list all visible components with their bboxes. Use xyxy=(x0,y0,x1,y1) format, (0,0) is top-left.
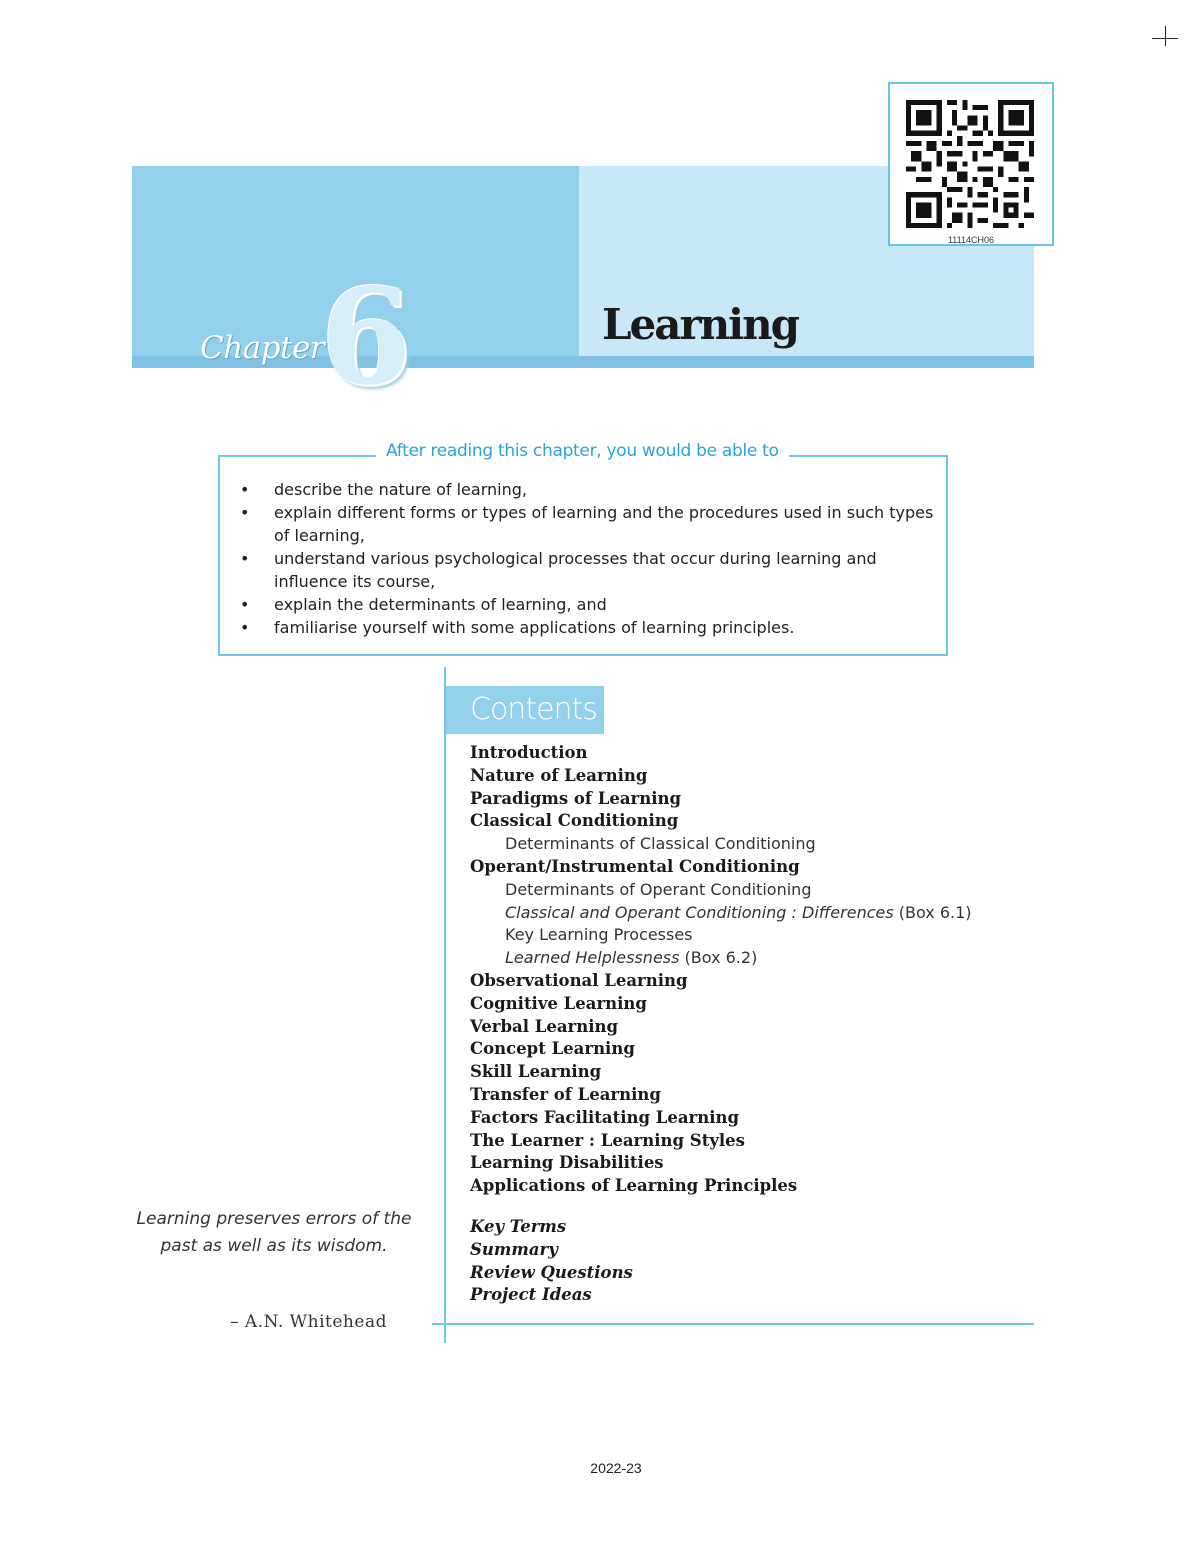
chapter-label: Chapter xyxy=(200,330,325,366)
chapter-number: 6 xyxy=(320,260,412,415)
toc-item-skill-learning[interactable]: Skill Learning xyxy=(470,1062,602,1082)
toc-item-introduction[interactable]: Introduction xyxy=(470,743,588,762)
horizontal-divider xyxy=(432,1323,1034,1325)
toc-subitem-title: Classical and Operant Conditioning : Differences xyxy=(505,902,894,922)
objectives-heading: After reading this chapter, you would be able to xyxy=(376,441,789,461)
toc-subitem-box-ref: (Box 6.1) xyxy=(893,902,972,922)
toc-subitem-title: Learned Helplessness xyxy=(505,948,680,968)
toc-item-classical-conditioning[interactable]: Classical Conditioning xyxy=(470,811,679,831)
toc-subitem-box-ref: (Box 6.2) xyxy=(679,948,758,968)
epigraph-author: – A.N. Whitehead xyxy=(230,1312,387,1332)
toc-end-matter xyxy=(470,1216,633,1307)
toc-item-paradigms-of-learning[interactable]: Paradigms of Learning xyxy=(470,788,682,808)
crop-mark-vertical xyxy=(1165,26,1166,46)
toc-item-transfer-of-learning[interactable]: Transfer of Learning xyxy=(470,1084,661,1104)
objective-item: • familiarise yourself with some applications of learning principles. xyxy=(240,616,940,639)
toc-item-verbal-learning[interactable]: Verbal Learning xyxy=(470,1016,619,1036)
toc-subitem-conditioning-differences[interactable] xyxy=(470,902,1050,925)
toc-item-key-terms[interactable]: Key Terms xyxy=(470,1217,567,1236)
toc-item-concept-learning[interactable]: Concept Learning xyxy=(470,1039,635,1059)
toc-item-review-questions[interactable]: Review Questions xyxy=(470,1262,633,1282)
objectives-list xyxy=(240,478,940,639)
toc-item-operant-conditioning[interactable]: Operant/Instrumental Conditioning xyxy=(470,856,800,876)
toc-item-project-ideas[interactable]: Project Ideas xyxy=(470,1285,592,1305)
toc-subitem-key-learning-processes[interactable]: Key Learning Processes xyxy=(505,925,693,945)
toc-subitem-determinants-classical[interactable]: Determinants of Classical Conditioning xyxy=(505,834,816,854)
objective-item: • explain different forms or types of learning and the procedures used in such types of learning, xyxy=(240,501,940,547)
toc-item-observational-learning[interactable]: Observational Learning xyxy=(470,970,688,990)
toc-item-factors-facilitating[interactable]: Factors Facilitating Learning xyxy=(470,1107,740,1127)
objective-item: • explain the determinants of learning, and xyxy=(240,593,940,616)
chapter-title: Learning xyxy=(602,300,798,349)
qr-code-icon[interactable] xyxy=(906,100,1034,228)
toc-item-learning-styles[interactable]: The Learner : Learning Styles xyxy=(470,1130,745,1150)
epigraph-quote: Learning preserves errors of the past as well as its wisdom. xyxy=(136,1209,412,1256)
toc-item-cognitive-learning[interactable]: Cognitive Learning xyxy=(470,993,647,1013)
toc-item-summary[interactable]: Summary xyxy=(470,1239,558,1259)
toc-item-learning-disabilities[interactable]: Learning Disabilities xyxy=(470,1153,664,1173)
toc-item-applications[interactable]: Applications of Learning Principles xyxy=(470,1176,798,1196)
objective-item: • understand various psychological processes that occur during learning and influence its course, xyxy=(240,547,940,593)
toc-item-nature-of-learning[interactable]: Nature of Learning xyxy=(470,765,648,785)
objective-item: • describe the nature of learning, xyxy=(240,478,940,501)
toc-subitem-learned-helplessness[interactable] xyxy=(470,947,1050,970)
footer-year: 2022-23 xyxy=(590,1460,642,1476)
table-of-contents xyxy=(470,742,1050,1198)
contents-title: Contents xyxy=(470,692,597,727)
toc-subitem-determinants-operant[interactable]: Determinants of Operant Conditioning xyxy=(505,879,812,899)
qr-code-label: 11114CH06 xyxy=(947,235,995,245)
vertical-divider xyxy=(444,667,446,1343)
